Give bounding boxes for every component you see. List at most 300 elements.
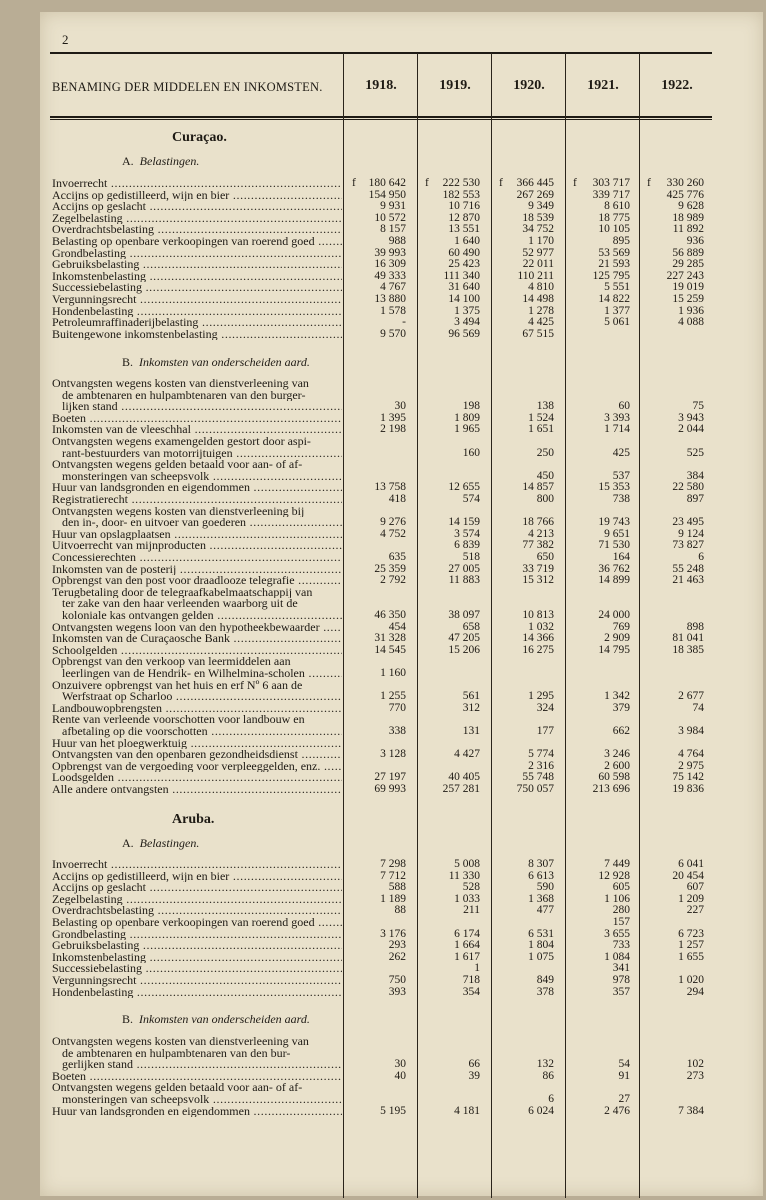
subsection-letter: B. bbox=[122, 355, 134, 369]
value-cell: 20 454 bbox=[672, 869, 704, 882]
value-cell: 22 011 bbox=[522, 258, 554, 271]
value-cell: 738 bbox=[612, 493, 630, 505]
row-label: Successiebelasting ..... bbox=[52, 282, 342, 294]
value-cell: 936 bbox=[686, 235, 704, 247]
row-label: Ontvangsten wegens gelden betaald voor aan- of af- bbox=[52, 1082, 303, 1094]
value-cell: 6 723 bbox=[678, 927, 704, 940]
value-cell: 4 181 bbox=[454, 1104, 480, 1117]
value-cell: 86 bbox=[542, 1069, 554, 1082]
value-cell: 46 350 bbox=[374, 609, 406, 621]
value-cell: 6 bbox=[548, 1093, 554, 1105]
value-cell: 27 bbox=[618, 1093, 630, 1105]
row-label: Accijns op gedistilleerd, wijn en bier ..... bbox=[52, 190, 342, 202]
value-cell: 31 328 bbox=[374, 632, 406, 645]
subsection-letter: A. bbox=[122, 836, 134, 850]
value-cell: 60 bbox=[618, 400, 630, 413]
value-cell: 4 767 bbox=[380, 281, 406, 294]
subsection-aruba-inkomsten bbox=[122, 1012, 310, 1027]
value-cell: 222 530 bbox=[442, 177, 480, 189]
value-cell: 303 717 bbox=[592, 177, 630, 189]
value-cell: 55 248 bbox=[672, 562, 704, 575]
value-cell: 21 463 bbox=[672, 574, 704, 587]
value-cell: 750 bbox=[388, 974, 406, 986]
row-label: Concessierechten ..... bbox=[52, 552, 342, 564]
subsection-curacao-belastingen bbox=[122, 154, 199, 169]
value-cell: 1 075 bbox=[528, 950, 554, 963]
row-label: Onzuivere opbrengst van het huis en erf Nº 6 aan de bbox=[52, 679, 303, 692]
row-label: Gebruiksbelasting ..... bbox=[52, 940, 342, 952]
row-label: de ambtenaren en hulpambtenaren van den bur- bbox=[62, 1047, 291, 1060]
section-title-aruba: Aruba. bbox=[172, 812, 215, 827]
value-cell: 29 285 bbox=[672, 258, 704, 271]
row-label: monsteringen van scheepsvolk ..... bbox=[62, 1094, 342, 1106]
value-cell: 2 792 bbox=[380, 574, 406, 587]
value-cell: 157 bbox=[612, 916, 630, 928]
value-cell: 75 bbox=[692, 400, 704, 413]
row-label: Grondbelasting ..... bbox=[52, 248, 342, 260]
value-cell: 393 bbox=[388, 985, 406, 998]
row-label: Landbouwopbrengsten ..... bbox=[52, 703, 342, 715]
value-cell: 1 342 bbox=[604, 690, 630, 703]
value-cell: 267 269 bbox=[516, 188, 554, 201]
row-label: Zegelbelasting ..... bbox=[52, 894, 342, 906]
value-cell: 3 655 bbox=[604, 927, 630, 940]
value-cell: 1 640 bbox=[454, 235, 480, 247]
value-cell: 182 553 bbox=[442, 188, 480, 201]
value-cell: 262 bbox=[388, 950, 406, 963]
value-cell: 588 bbox=[388, 881, 406, 894]
value-cell: 1 377 bbox=[604, 304, 630, 317]
value-cell: 3 128 bbox=[380, 748, 406, 761]
subsection-curacao-inkomsten bbox=[122, 355, 310, 370]
row-label: Alle andere ontvangsten ..... bbox=[52, 784, 342, 796]
value-cell: 12 655 bbox=[448, 481, 480, 494]
value-cell: 13 758 bbox=[374, 481, 406, 494]
value-cell: 16 275 bbox=[522, 643, 554, 656]
value-cell: 800 bbox=[536, 493, 554, 505]
value-cell: 19 743 bbox=[598, 516, 630, 529]
value-cell: 718 bbox=[462, 974, 480, 986]
value-cell: 6 174 bbox=[454, 927, 480, 940]
value-cell: 2 044 bbox=[678, 423, 704, 436]
row-label: Inkomsten van de posterij ..... bbox=[52, 564, 342, 576]
row-label: Petroleumraffinaderijbelasting ..... bbox=[52, 317, 342, 329]
value-cell: 339 717 bbox=[592, 188, 630, 201]
row-label: Buitengewone inkomstenbelasting ..... bbox=[52, 329, 342, 341]
value-cell: 14 498 bbox=[522, 293, 554, 305]
value-cell: 293 bbox=[388, 939, 406, 952]
value-cell: 1 936 bbox=[678, 304, 704, 317]
row-label: Overdrachtsbelasting ..... bbox=[52, 905, 342, 917]
value-cell: 1 084 bbox=[604, 950, 630, 963]
value-cell: 39 993 bbox=[374, 246, 406, 259]
value-cell: 895 bbox=[612, 235, 630, 247]
row-label: Huur van landsgronden en eigendommen ..... bbox=[52, 1106, 342, 1118]
value-cell: 154 950 bbox=[368, 188, 406, 201]
row-label: Accijns op geslacht ..... bbox=[52, 201, 342, 213]
value-cell: 1 189 bbox=[380, 892, 406, 905]
value-cell: 4 764 bbox=[678, 748, 704, 761]
value-cell: 2 975 bbox=[678, 759, 704, 772]
row-label: Hondenbelasting ..... bbox=[52, 987, 342, 999]
value-cell: 518 bbox=[462, 551, 480, 563]
value-cell: 1 524 bbox=[528, 411, 554, 424]
value-cell: 897 bbox=[686, 493, 704, 505]
row-label: Hondenbelasting ..... bbox=[52, 306, 342, 318]
row-label: Vergunningsrecht ..... bbox=[52, 975, 342, 987]
value-cell: 418 bbox=[388, 493, 406, 505]
value-cell: 4 427 bbox=[454, 748, 480, 761]
value-cell: 1 655 bbox=[678, 950, 704, 963]
value-cell: 9 651 bbox=[604, 527, 630, 540]
value-cell: 22 580 bbox=[672, 481, 704, 494]
value-cell: 366 445 bbox=[516, 177, 554, 189]
value-cell: 23 495 bbox=[672, 516, 704, 529]
value-cell: 38 097 bbox=[448, 609, 480, 621]
value-cell: 60 598 bbox=[598, 771, 630, 784]
row-label: de ambtenaren en hulpambtenaren van den burger- bbox=[62, 389, 306, 402]
row-label: Ontvangsten wegens kosten van dienstverleening van bbox=[52, 1036, 309, 1048]
value-cell: 1 617 bbox=[454, 950, 480, 963]
value-cell: 978 bbox=[612, 974, 630, 986]
value-cell: 2 198 bbox=[380, 423, 406, 436]
currency-florin-1918: f bbox=[352, 177, 356, 189]
subsection-letter: A. bbox=[122, 154, 134, 168]
value-cell: 770 bbox=[388, 701, 406, 714]
value-cell: 635 bbox=[388, 551, 406, 563]
value-cell: 1 033 bbox=[454, 892, 480, 905]
value-cell: 60 490 bbox=[448, 246, 480, 259]
value-cell: 7 449 bbox=[604, 858, 630, 870]
value-cell: 338 bbox=[388, 725, 406, 737]
row-label: Invoerrecht ..... bbox=[52, 178, 342, 190]
value-cell: 15 312 bbox=[522, 574, 554, 587]
value-cell: 354 bbox=[462, 985, 480, 998]
value-cell: 19 836 bbox=[672, 783, 704, 795]
header-top-rule bbox=[50, 52, 712, 54]
value-cell: 1 020 bbox=[678, 974, 704, 986]
value-cell: 450 bbox=[536, 469, 554, 482]
row-label: Ontvangsten van den openbaren gezondheidsdienst ..... bbox=[52, 749, 342, 761]
value-cell: 250 bbox=[536, 446, 554, 459]
value-cell: 8 307 bbox=[528, 858, 554, 870]
value-cell: 131 bbox=[462, 725, 480, 737]
value-cell: 2 316 bbox=[528, 759, 554, 772]
value-cell: 1 578 bbox=[380, 304, 406, 317]
value-cell: 1 160 bbox=[380, 667, 406, 679]
row-label: Inkomsten van de vleeschhal ..... bbox=[52, 424, 342, 436]
value-cell: 88 bbox=[394, 904, 406, 917]
value-cell: 74 bbox=[692, 701, 704, 714]
value-cell: 198 bbox=[462, 400, 480, 413]
value-cell: 56 889 bbox=[672, 246, 704, 259]
value-cell: 477 bbox=[536, 904, 554, 917]
value-cell: 1 651 bbox=[528, 423, 554, 436]
value-cell: 14 545 bbox=[374, 643, 406, 656]
value-cell: 14 795 bbox=[598, 643, 630, 656]
value-cell: 53 569 bbox=[598, 246, 630, 259]
value-cell: 9 628 bbox=[678, 200, 704, 213]
value-cell: 110 211 bbox=[517, 269, 554, 282]
value-cell: 1 106 bbox=[604, 892, 630, 905]
column-header-benaming: BENAMING DER MIDDELEN EN INKOMSTEN. bbox=[52, 80, 323, 94]
value-cell: 257 281 bbox=[442, 783, 480, 795]
row-label: Opbrengst van de vergoeding voor verpleeggelden, enz. ..... bbox=[52, 761, 342, 773]
value-cell: 898 bbox=[686, 620, 704, 633]
row-label: den in-, door- en uitvoer van goederen ..... bbox=[62, 517, 342, 529]
value-cell: 537 bbox=[612, 469, 630, 482]
value-cell: 273 bbox=[686, 1069, 704, 1082]
value-cell: 102 bbox=[686, 1058, 704, 1071]
value-cell: 54 bbox=[618, 1058, 630, 1071]
value-cell: 81 041 bbox=[672, 632, 704, 645]
value-cell: 5 195 bbox=[380, 1104, 406, 1117]
value-cell: 40 bbox=[394, 1069, 406, 1082]
value-cell: 5 774 bbox=[528, 748, 554, 761]
column-header-1922: 1922. bbox=[661, 78, 693, 93]
column-header-1919: 1919. bbox=[439, 78, 471, 93]
value-cell: 18 385 bbox=[672, 643, 704, 656]
value-cell: 1 375 bbox=[454, 304, 480, 317]
value-cell: 4 810 bbox=[528, 281, 554, 294]
row-label: Ontvangsten wegens gelden betaald voor aan- of af- bbox=[52, 459, 303, 471]
value-cell: 454 bbox=[388, 620, 406, 633]
value-cell: 30 bbox=[394, 1058, 406, 1071]
row-label: Terugbetaling door de telegraafkabelmaatschappij van bbox=[52, 586, 313, 599]
value-cell: 2 909 bbox=[604, 632, 630, 645]
value-cell: 1 257 bbox=[678, 939, 704, 952]
value-cell: 27 005 bbox=[448, 562, 480, 575]
value-cell: 12 928 bbox=[598, 869, 630, 882]
row-label: Zegelbelasting ..... bbox=[52, 213, 342, 225]
value-cell: 425 bbox=[612, 446, 630, 459]
value-cell: 4 088 bbox=[678, 316, 704, 329]
row-label: Inkomstenbelasting ..... bbox=[52, 271, 342, 283]
value-cell: 9 276 bbox=[380, 516, 406, 529]
value-cell: 24 000 bbox=[598, 609, 630, 621]
value-cell: 10 813 bbox=[522, 609, 554, 621]
currency-florin-1919: f bbox=[425, 177, 429, 189]
value-cell: 525 bbox=[686, 446, 704, 459]
value-cell: 25 359 bbox=[374, 562, 406, 575]
row-label: Vergunningsrecht ..... bbox=[52, 294, 342, 306]
value-cell: 3 393 bbox=[604, 411, 630, 424]
value-cell: 8 157 bbox=[380, 223, 406, 236]
value-cell: 73 827 bbox=[672, 539, 704, 552]
row-label: Ontvangsten wegens kosten van dienstverleening bij bbox=[52, 505, 305, 518]
value-cell: 1 714 bbox=[604, 423, 630, 436]
value-cell: 9 124 bbox=[678, 527, 704, 540]
value-cell: - bbox=[402, 316, 406, 329]
value-cell: 5 061 bbox=[604, 316, 630, 329]
value-cell: 769 bbox=[612, 620, 630, 633]
value-cell: 1 809 bbox=[454, 411, 480, 424]
row-label: Boeten ..... bbox=[52, 1071, 342, 1083]
value-cell: 312 bbox=[462, 701, 480, 714]
row-label: Belasting op openbare verkoopingen van roerend goed ..... bbox=[52, 236, 342, 248]
subsection-title: Inkomsten van onderscheiden aard. bbox=[139, 1012, 310, 1026]
value-cell: 1 804 bbox=[528, 939, 554, 952]
value-cell: 18 539 bbox=[522, 211, 554, 224]
value-cell: 91 bbox=[618, 1069, 630, 1082]
value-cell: 30 bbox=[394, 400, 406, 413]
subsection-aruba-belastingen bbox=[122, 836, 199, 851]
value-cell: 66 bbox=[468, 1058, 480, 1071]
value-cell: 384 bbox=[686, 469, 704, 482]
value-cell: 1 170 bbox=[528, 235, 554, 247]
row-label: Inkomsten van de Curaçaosche Bank ..... bbox=[52, 633, 342, 645]
value-cell: 69 993 bbox=[374, 783, 406, 795]
value-cell: 2 476 bbox=[604, 1104, 630, 1117]
row-label: Boeten ..... bbox=[52, 413, 342, 425]
value-cell: 132 bbox=[536, 1058, 554, 1071]
value-cell: 13 880 bbox=[374, 293, 406, 305]
subsection-title: Belastingen. bbox=[139, 836, 200, 850]
value-cell: 1 395 bbox=[380, 411, 406, 424]
row-label: Belasting op openbare verkoopingen van roerend goed ..... bbox=[52, 917, 342, 929]
row-label: Huur van het ploegwerktuig ..... bbox=[52, 738, 342, 750]
value-cell: 357 bbox=[612, 985, 630, 998]
value-cell: 1 bbox=[474, 962, 480, 975]
section-title-curacao: Curaçao. bbox=[172, 130, 227, 145]
value-cell: 67 515 bbox=[522, 327, 554, 340]
value-cell: 658 bbox=[462, 620, 480, 633]
value-cell: 55 748 bbox=[522, 771, 554, 784]
value-cell: 9 349 bbox=[528, 200, 554, 213]
value-cell: 3 176 bbox=[380, 927, 406, 940]
value-cell: 6 024 bbox=[528, 1104, 554, 1117]
row-label: Rente van verleende voorschotten voor landbouw en bbox=[52, 714, 305, 726]
value-cell: 4 213 bbox=[528, 527, 554, 540]
value-cell: 14 857 bbox=[522, 481, 554, 494]
currency-florin-1922: f bbox=[647, 177, 651, 189]
value-cell: 9 570 bbox=[380, 327, 406, 340]
value-cell: 77 382 bbox=[522, 539, 554, 552]
value-cell: 47 205 bbox=[448, 632, 480, 645]
value-cell: 561 bbox=[462, 690, 480, 703]
value-cell: 1 278 bbox=[528, 304, 554, 317]
value-cell: 988 bbox=[388, 235, 406, 247]
row-label: Accijns op geslacht ..... bbox=[52, 882, 342, 894]
value-cell: 3 246 bbox=[604, 748, 630, 761]
value-cell: 662 bbox=[612, 725, 630, 737]
value-cell: 49 333 bbox=[374, 269, 406, 282]
value-cell: 7 384 bbox=[678, 1104, 704, 1117]
value-cell: 7 298 bbox=[380, 858, 406, 870]
page-number: 2 bbox=[62, 32, 69, 47]
value-cell: 36 762 bbox=[598, 562, 630, 575]
value-cell: 177 bbox=[536, 725, 554, 737]
value-cell: 33 719 bbox=[522, 562, 554, 575]
value-cell: 15 353 bbox=[598, 481, 630, 494]
subsection-title: Belastingen. bbox=[139, 154, 200, 168]
currency-florin-1920: f bbox=[499, 177, 503, 189]
value-cell: 14 159 bbox=[448, 516, 480, 529]
value-cell: 11 883 bbox=[448, 574, 480, 587]
value-cell: 164 bbox=[612, 551, 630, 563]
value-cell: 379 bbox=[612, 701, 630, 714]
value-cell: 211 bbox=[463, 904, 480, 917]
value-cell: 227 243 bbox=[666, 269, 704, 282]
subsection-letter: B. bbox=[122, 1012, 134, 1026]
value-cell: 21 593 bbox=[598, 258, 630, 271]
value-cell: 180 642 bbox=[368, 177, 406, 189]
row-label: Ontvangsten wegens kosten van dienstverleening van bbox=[52, 378, 309, 390]
value-cell: 5 008 bbox=[454, 858, 480, 870]
value-cell: 11 330 bbox=[448, 869, 480, 882]
row-label: Huur van landsgronden en eigendommen ..... bbox=[52, 482, 342, 494]
row-label: Huur van opslagplaatsen ..... bbox=[52, 529, 342, 541]
value-cell: 1 965 bbox=[454, 423, 480, 436]
value-cell: 16 309 bbox=[374, 258, 406, 271]
value-cell: 733 bbox=[612, 939, 630, 952]
value-cell: 96 569 bbox=[448, 327, 480, 340]
value-cell: 3 574 bbox=[454, 527, 480, 540]
value-cell: 3 984 bbox=[678, 725, 704, 737]
value-cell: 14 899 bbox=[598, 574, 630, 587]
value-cell: 1 255 bbox=[380, 690, 406, 703]
value-cell: 5 551 bbox=[604, 281, 630, 294]
value-cell: 19 019 bbox=[672, 281, 704, 294]
value-cell: 11 892 bbox=[672, 223, 704, 236]
value-cell: 75 142 bbox=[672, 771, 704, 784]
row-label: Overdrachtsbelasting ..... bbox=[52, 224, 342, 236]
subsection-title: Inkomsten van onderscheiden aard. bbox=[139, 355, 310, 369]
currency-florin-1921: f bbox=[573, 177, 577, 189]
value-cell: 849 bbox=[536, 974, 554, 986]
row-label: Inkomstenbelasting ..... bbox=[52, 952, 342, 964]
row-label: Grondbelasting ..... bbox=[52, 929, 342, 941]
value-cell: 605 bbox=[612, 881, 630, 894]
value-cell: 4 425 bbox=[528, 316, 554, 329]
value-cell: 12 870 bbox=[448, 211, 480, 224]
value-cell: 15 259 bbox=[672, 293, 704, 305]
value-cell: 14 822 bbox=[598, 293, 630, 305]
row-label: Schoolgelden ..... bbox=[52, 645, 342, 657]
row-label: Uitvoerrecht van mijnproducten ..... bbox=[52, 540, 342, 552]
value-cell: 27 197 bbox=[374, 771, 406, 784]
row-label: Ontvangsten wegens examengelden gestort door aspi- bbox=[52, 436, 311, 448]
value-cell: 2 600 bbox=[604, 759, 630, 772]
value-cell: 607 bbox=[686, 881, 704, 894]
value-cell: 2 677 bbox=[678, 690, 704, 703]
value-cell: 18 766 bbox=[522, 516, 554, 529]
row-label: Werfstraat op Scharloo ..... bbox=[62, 691, 342, 703]
value-cell: 10 716 bbox=[448, 200, 480, 213]
row-label: gerlijken stand ..... bbox=[62, 1059, 342, 1071]
value-cell: 378 bbox=[536, 985, 554, 998]
value-cell: 528 bbox=[462, 881, 480, 894]
value-cell: 227 bbox=[686, 904, 704, 917]
row-label: Opbrengst van den verkoop van leermiddelen aan bbox=[52, 656, 291, 668]
value-cell: 324 bbox=[536, 701, 554, 714]
value-cell: 6 613 bbox=[528, 869, 554, 882]
row-label: monsteringen van scheepsvolk ..... bbox=[62, 471, 342, 483]
value-cell: 7 712 bbox=[380, 869, 406, 882]
value-cell: 1 209 bbox=[678, 892, 704, 905]
value-cell: 14 366 bbox=[522, 632, 554, 645]
value-cell: 574 bbox=[462, 493, 480, 505]
value-cell: 125 795 bbox=[592, 269, 630, 282]
value-cell: 3 494 bbox=[454, 316, 480, 329]
value-cell: 160 bbox=[462, 446, 480, 459]
value-cell: 4 752 bbox=[380, 527, 406, 540]
value-cell: 294 bbox=[686, 985, 704, 998]
value-cell: 31 640 bbox=[448, 281, 480, 294]
value-cell: 13 551 bbox=[448, 223, 480, 236]
header-bottom-rule-thin bbox=[50, 119, 712, 120]
value-cell: 213 696 bbox=[592, 783, 630, 795]
